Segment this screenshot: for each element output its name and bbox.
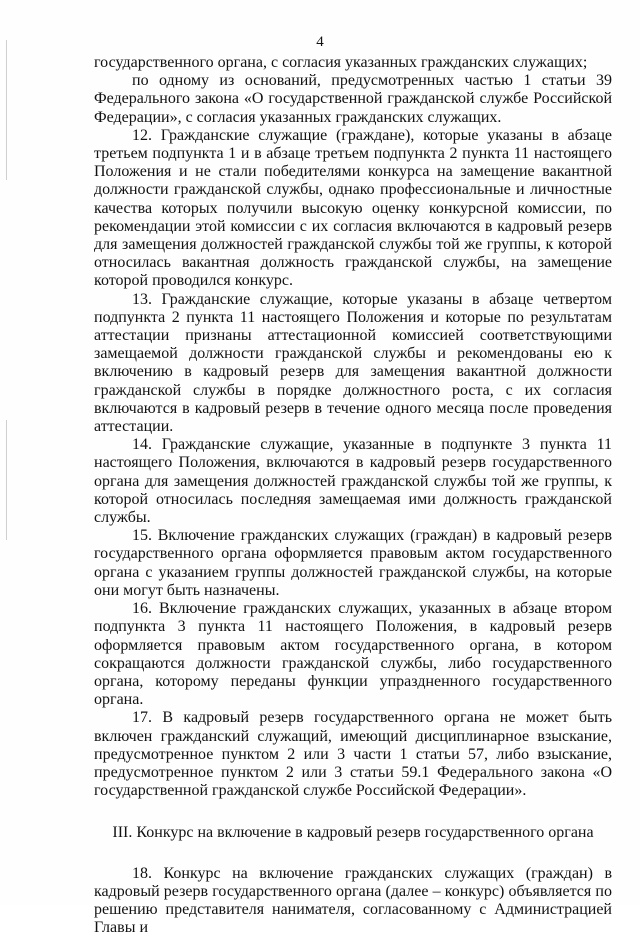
- document-body: [94, 54, 612, 937]
- scan-edge-mark: [6, 40, 7, 180]
- paragraph-16: 16. Включение гражданских служащих, указанных в абзаце втором подпункта 3 пункта 11 настоящего Положения, в кадровый резерв оформляется правовым актом государственного органа, в котором сокращаются должности гражданской службы, либо государственного органа, которому переданы функции упраздненного государственного органа.: [94, 600, 612, 709]
- paragraph-17: 17. В кадровый резерв государственного органа не может быть включен гражданский служащий, имеющий дисциплинарное взыскание, предусмотренное пунктом 2 или 3 части 1 статьи 57, либо взыскание, предусмотренное пунктом 2 или 3 статьи 59.1 Федерального закона «О государственной гражданской службе Российской Федерации».: [94, 709, 612, 800]
- section-heading: III. Конкурс на включение в кадровый резерв государственного органа: [112, 824, 594, 842]
- paragraph-13: 13. Гражданские служащие, которые указаны в абзаце четвертом подпункта 2 пункта 11 настоящего Положения и которые по результатам аттестации признаны аттестационной комиссией соответствующими замещаемой должности гражданской службы и рекомендованы ею к включению в кадровый резерв для замещения вакантной должности гражданской службы в порядке должностного роста, с их согласия включаются в кадровый резерв в течение одного месяца после проведения аттестации.: [94, 290, 612, 436]
- paragraph: государственного органа, с согласия указанных гражданских служащих;: [94, 54, 588, 71]
- paragraph-15: 15. Включение гражданских служащих (граждан) в кадровый резерв государственного органа оформляется правовым актом государственного органа с указанием группы должностей гражданской службы, на которые они могут быть назначены.: [94, 527, 612, 599]
- paragraph-14: 14. Гражданские служащие, указанные в подпункте 3 пункта 11 настоящего Положения, включаются в кадровый резерв государственного органа для замещения должностей гражданской службы той же группы, к которой относилась последняя замещаемая ими должность гражданской службы.: [94, 436, 612, 527]
- scan-edge-mark: [6, 420, 7, 540]
- paragraph: по одному из оснований, предусмотренных частью 1 статьи 39 Федерального закона «О государственной гражданской службе Российской Федерации», с согласия указанных гражданских служащих.: [94, 72, 612, 126]
- paragraph-12: 12. Гражданские служащие (граждане), которые указаны в абзаце третьем подпункта 1 и в абзаце третьем подпункта 2 пункта 11 настоящего Положения и не стали победителями конкурса на замещение вакантной должности гражданской службы, однако профессиональные и личностные качества которых получили высокую оценку конкурсной комиссии, по рекомендации этой комиссии с их согласия включаются в кадровый резерв для замещения должностей гражданской службы той же группы, к которой относилась вакантная должность гражданской службы, на замещение которой проводился конкурс.: [94, 126, 612, 290]
- paragraph-18: 18. Конкурс на включение гражданских служащих (граждан) в кадровый резерв государственного органа (далее – конкурс) объявляется по решению представителя нанимателя, согласованному с Администрацией Главы и: [94, 864, 612, 937]
- page-number: 4: [316, 34, 324, 50]
